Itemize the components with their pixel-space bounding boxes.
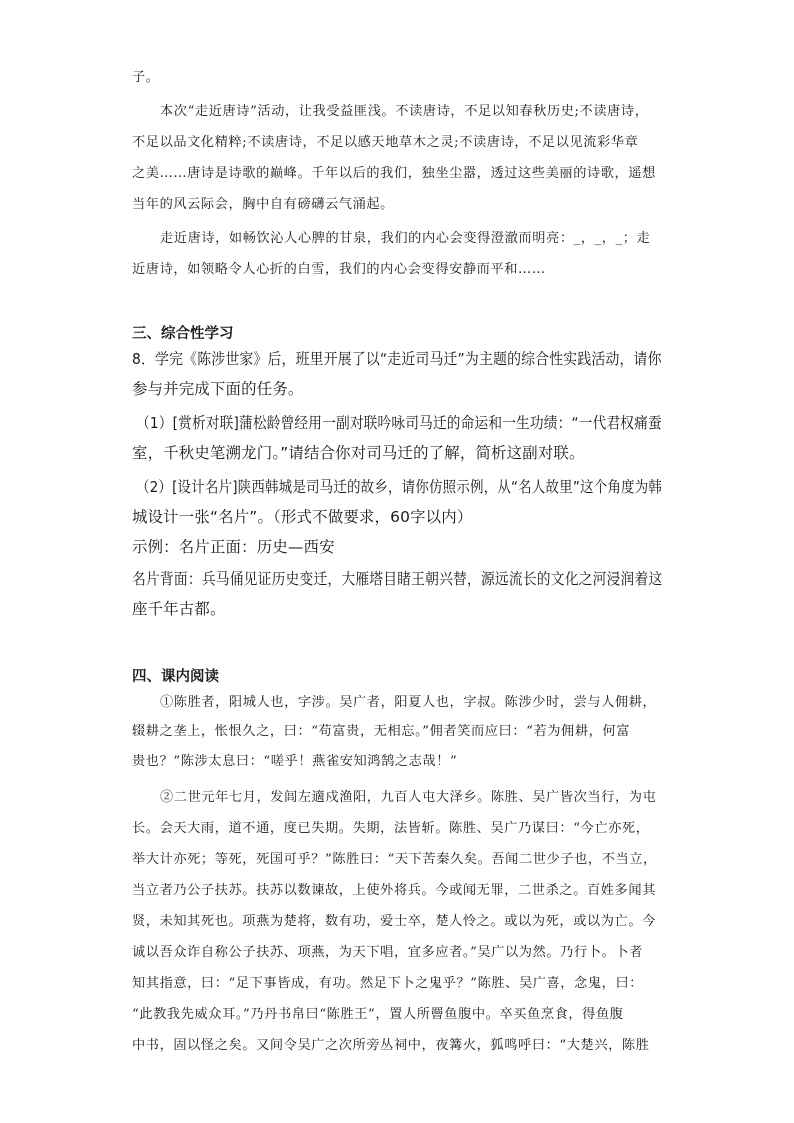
text-line: 当年的风云际会，胸中自有磅礴云气涌起。 xyxy=(132,197,394,212)
question-line: 名片背面：兵马俑见证历史变迁，大雁塔目睹王朝兴替，源远流长的文化之河浸润着这 xyxy=(132,570,663,588)
question-line: （2）[设计名片]陕西韩城是司马迁的故乡，请你仿照示例，从“名人故里”这个角度为韩 xyxy=(136,478,663,496)
text-line: “此教我先威众耳。”乃丹书帛曰“陈胜王”，置人所罾鱼腹中。卒买鱼烹食，得鱼腹 xyxy=(132,1007,624,1022)
question-line: 参与并完成下面的任务。 xyxy=(132,380,304,398)
text-line: 子。 xyxy=(132,70,160,85)
text-line: 诚以吾众诈自称公子扶苏、项燕，为天下唱，宜多应者。”吴广以为然。乃行卜。卜者 xyxy=(132,945,643,960)
text-line: 贵也？”陈涉太息曰：“嗟乎！燕雀安知鸿鹄之志哉！” xyxy=(132,754,458,769)
section-heading: 四、课内阅读 xyxy=(132,669,219,685)
text-line: 当立者乃公子扶苏。扶苏以数谏故，上使外将兵。今或闻无罪，二世杀之。百姓多闻其 xyxy=(132,883,656,898)
question-line: 示例：名片正面：历史—西安 xyxy=(132,538,335,556)
question-line: 座千年古都。 xyxy=(132,600,226,618)
question-line: （1）[赏析对联]蒲松龄曾经用一副对联吟咏司马迁的命运和一生功绩：“一代君权痛蚕 xyxy=(136,414,662,432)
text-line: 之美……唐诗是诗歌的巅峰。千年以后的我们，独坐尘嚣，透过这些美丽的诗歌，遥想 xyxy=(132,166,656,181)
text-line: 知其指意，曰：“足下事皆成，有功。然足下卜之鬼乎？”陈胜、吴广喜，念鬼，曰： xyxy=(132,976,644,991)
section-heading: 三、综合性学习 xyxy=(132,326,234,342)
text-line: 中书，固以怪之矣。又间令吴广之次所旁丛祠中，夜篝火，狐鸣呼曰：“大楚兴，陈胜 xyxy=(132,1038,650,1053)
text-line: 长。会天大雨，道不通，度已失期。失期，法皆斩。陈胜、吴广乃谋曰：“今亡亦死， xyxy=(132,821,650,836)
question-line: 8．学完《陈涉世家》后，班里开展了以“走近司马迁”为主题的综合性实践活动，请你 xyxy=(132,350,662,368)
text-line: 本次“走近唐诗”活动，让我受益匪浅。不读唐诗，不足以知春秋历史;不读唐诗， xyxy=(160,104,649,119)
text-line: ①陈胜者，阳城人也，字涉。吴广者，阳夏人也，字叔。陈涉少时，尝与人佣耕， xyxy=(160,695,657,710)
text-line: 走近唐诗，如畅饮沁人心脾的甘泉，我们的内心会变得澄澈而明亮：_，_，_；走 xyxy=(160,231,651,246)
question-line: 室，千秋史笔溯龙门。”请结合你对司马迁的了解，简析这副对联。 xyxy=(132,444,585,462)
text-line: ②二世元年七月，发闾左適戍渔阳，九百人屯大泽乡。陈胜、吴广皆次当行，为屯 xyxy=(160,790,657,805)
text-line: 辍耕之垄上，怅恨久之，曰：“苟富贵，无相忘。”佣者笑而应曰：“若为佣耕，何富 xyxy=(132,724,630,739)
text-line: 近唐诗，如领略令人心折的白雪，我们的内心会变得安静而平和…… xyxy=(132,262,546,277)
text-line: 举大计亦死；等死，死国可乎？”陈胜曰：“天下苦秦久矣。吾闻二世少子也，不当立， xyxy=(132,852,657,867)
text-line: 不足以品文化精粹;不读唐诗，不足以感天地草木之灵;不读唐诗，不足以见流彩华章 xyxy=(132,135,639,150)
text-line: 贤，未知其死也。项燕为楚将，数有功，爱士卒，楚人怜之。或以为死，或以为亡。今 xyxy=(132,914,656,929)
question-line: 城设计一张“名片”。（形式不做要求，60字以内） xyxy=(132,508,473,526)
